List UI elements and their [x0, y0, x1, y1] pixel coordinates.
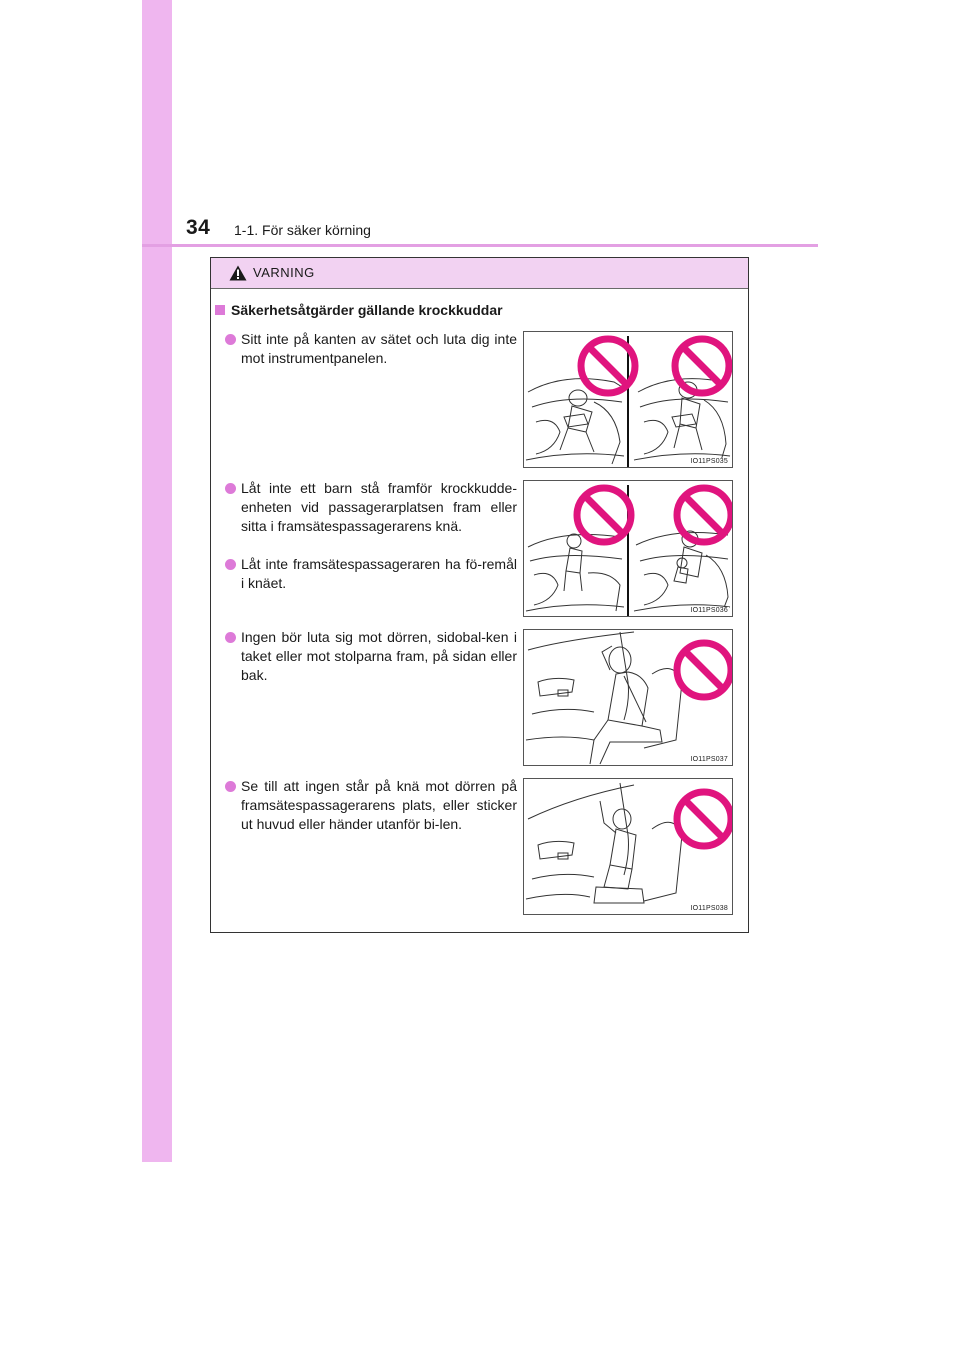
illustration-kneeling [523, 778, 733, 915]
round-bullet-icon [225, 632, 236, 643]
list-item [225, 777, 517, 834]
warning-triangle-icon [229, 265, 247, 281]
round-bullet-icon [225, 559, 236, 570]
warning-header [211, 258, 748, 289]
round-bullet-icon [225, 334, 236, 345]
list-item [225, 555, 517, 593]
list-item [225, 628, 517, 685]
list-item [225, 330, 517, 368]
illustration-code: IO11PS038 [690, 905, 728, 912]
illustration-leaning-door [523, 629, 733, 766]
illustration-leaning-forward [523, 331, 733, 468]
round-bullet-icon [225, 483, 236, 494]
prohibited-sign-icon [677, 792, 731, 846]
list-item-text: Låt inte ett barn stå framför krockkudde-enheten vid passagerarplatsen fram eller sitta i framsätespassagerarens knä. [241, 480, 517, 534]
list-item-text: Ingen bör luta sig mot dörren, sidobal-ken i taket eller mot stolparna fram, på sidan eller bak. [241, 629, 517, 683]
page-number: 34 [186, 216, 211, 239]
list-item-text: Låt inte framsätespassageraren ha fö-remål i knäet. [241, 556, 517, 591]
header-rule [142, 244, 818, 247]
prohibited-sign-icon [577, 488, 631, 542]
illustration-drawing [524, 332, 732, 467]
list-item-text: Sitt inte på kanten av sätet och luta dig inte mot instrumentpanelen. [241, 331, 517, 366]
section-title: Säkerhetsåtgärder gällande krockkuddar [231, 302, 503, 318]
illustration-drawing [524, 630, 732, 765]
illustration-drawing [524, 779, 732, 914]
prohibited-sign-icon [677, 488, 731, 542]
chapter-side-tab [142, 0, 172, 1162]
illustration-code: IO11PS035 [690, 458, 728, 465]
illustration-code: IO11PS037 [690, 756, 728, 763]
warning-box [210, 257, 749, 933]
prohibited-sign-icon [677, 643, 731, 697]
section-heading [215, 302, 503, 318]
chapter-title: 1-1. För säker körning [234, 222, 371, 238]
list-item-text: Se till att ingen står på knä mot dörren på framsätespassagerarens plats, eller sticker ut huvud eller händer utanför bi-len. [241, 778, 517, 832]
prohibited-sign-icon [675, 339, 729, 393]
warning-label: VARNING [253, 265, 315, 280]
illustration-drawing [524, 481, 732, 616]
list-item [225, 479, 517, 536]
round-bullet-icon [225, 781, 236, 792]
square-bullet-icon [215, 305, 225, 315]
prohibited-sign-icon [581, 339, 635, 393]
illustration-child-front [523, 480, 733, 617]
illustration-code: IO11PS036 [690, 607, 728, 614]
